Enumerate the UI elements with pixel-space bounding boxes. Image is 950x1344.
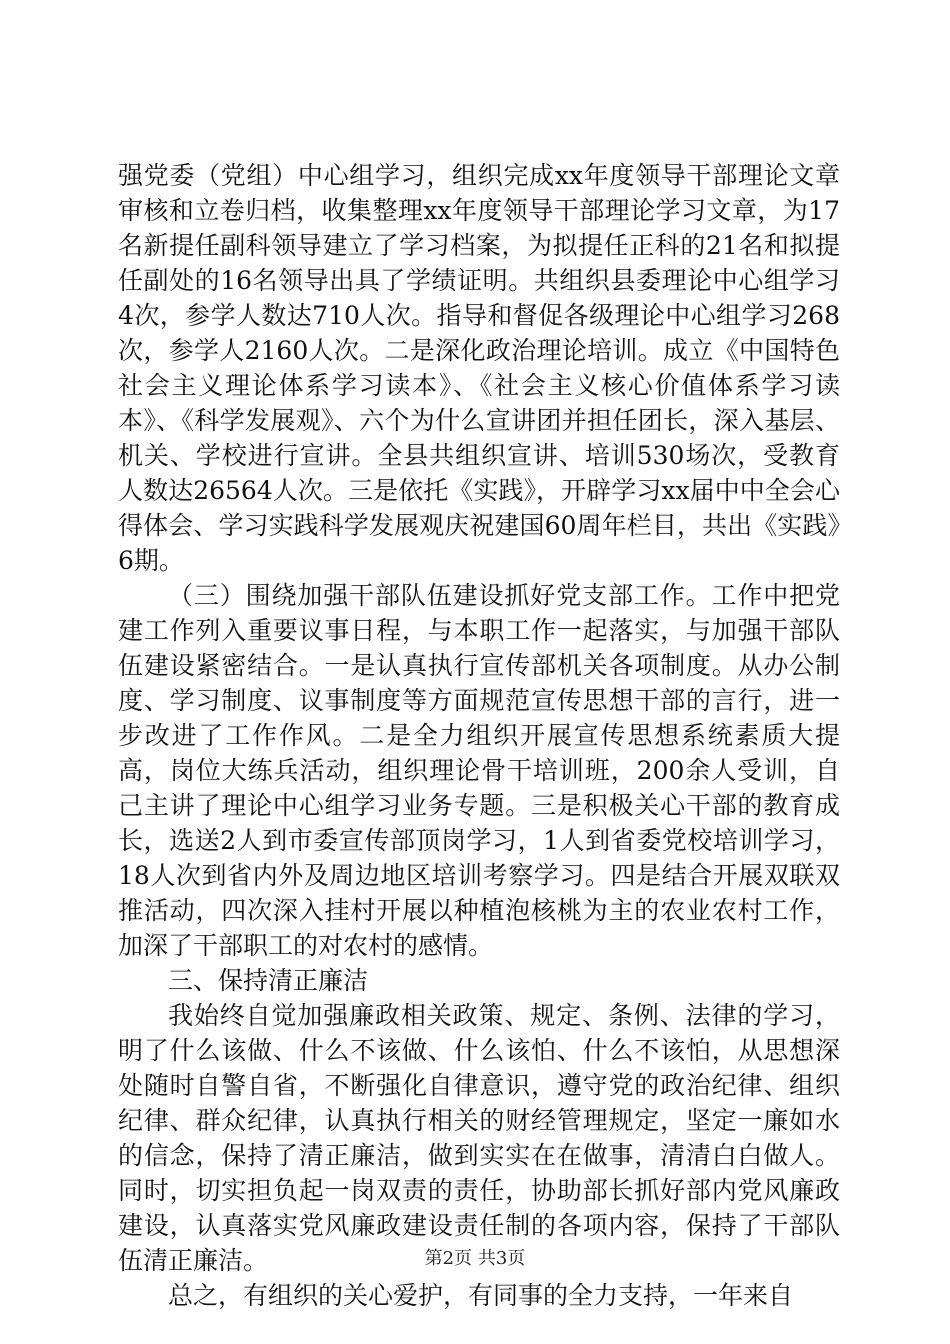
paragraph-integrity: 我始终自觉加强廉政相关政策、规定、条例、法律的学习，明了什么该做、什么不该做、什么该怕、什么不该怕，从思想深处随时自警自省，不断强化自律意识，遵守党的政治纪律、组织纪律、群众纪律，认真执行相关的财经管理规定，坚定一廉如水的信念，保持了清正廉洁，做到实实在在做事，清清白白做人。同时，切实担负起一岗双责的责任，协助部长抓好部内党风廉政建设，认真落实党风廉政建设责任制的各项内容，保持了干部队伍清正廉洁。	[118, 1001, 840, 1275]
paragraph-study-continuation: 强党委（党组）中心组学习，组织完成xx年度领导干部理论文章审核和立卷归档，收集整理xx年度领导干部理论学习文章，为17名新提任副科领导建立了学习档案，为拟提任正科的21名和拟提任副处的16名领导出具了学绩证明。共组织县委理论中心组学习4次，参学人数达710人次。指导和督促各级理论中心组学习268次，参学人2160人次。二是深化政治理论培训。成立《中国特色社会主义理论体系学习读本》、《社会主义核心价值体系学习读本》、《科学发展观》、六个为什么宣讲团并担任团长，深入基层、机关、学校进行宣讲。全县共组织宣讲、培训530场次，受教育人数达26564人次。三是依托《实践》，开辟学习xx届中中全会心得体会、学习实践科学发展观庆祝建国60周年栏目，共出《实践》6期。	[118, 161, 840, 575]
paragraph-summary: 总之，有组织的关心爱护，有同事的全力支持，一年来自	[168, 1281, 794, 1310]
document-body	[118, 158, 840, 1313]
page-number-footer: 第2页 共3页	[424, 1248, 526, 1269]
section-heading-integrity: 三、保持清正廉洁	[168, 966, 369, 995]
paragraph-party-branch-work: （三）围绕加强干部队伍建设抓好党支部工作。工作中把党建工作列入重要议事日程，与本职工作一起落实，与加强干部队伍建设紧密结合。一是认真执行宣传部机关各项制度。从办公制度、学习制度、议事制度等方面规范宣传思想干部的言行，进一步改进了工作作风。二是全力组织开展宣传思想系统素质大提高，岗位大练兵活动，组织理论骨干培训班，200余人受训，自己主讲了理论中心组学习业务专题。三是积极关心干部的教育成长，选送2人到市委宣传部顶岗学习，1人到省委党校培训学习，18人次到省内外及周边地区培训考察学习。四是结合开展双联双推活动，四次深入挂村开展以种植泡核桃为主的农业农村工作，加深了干部职工的对农村的感情。	[118, 581, 840, 960]
